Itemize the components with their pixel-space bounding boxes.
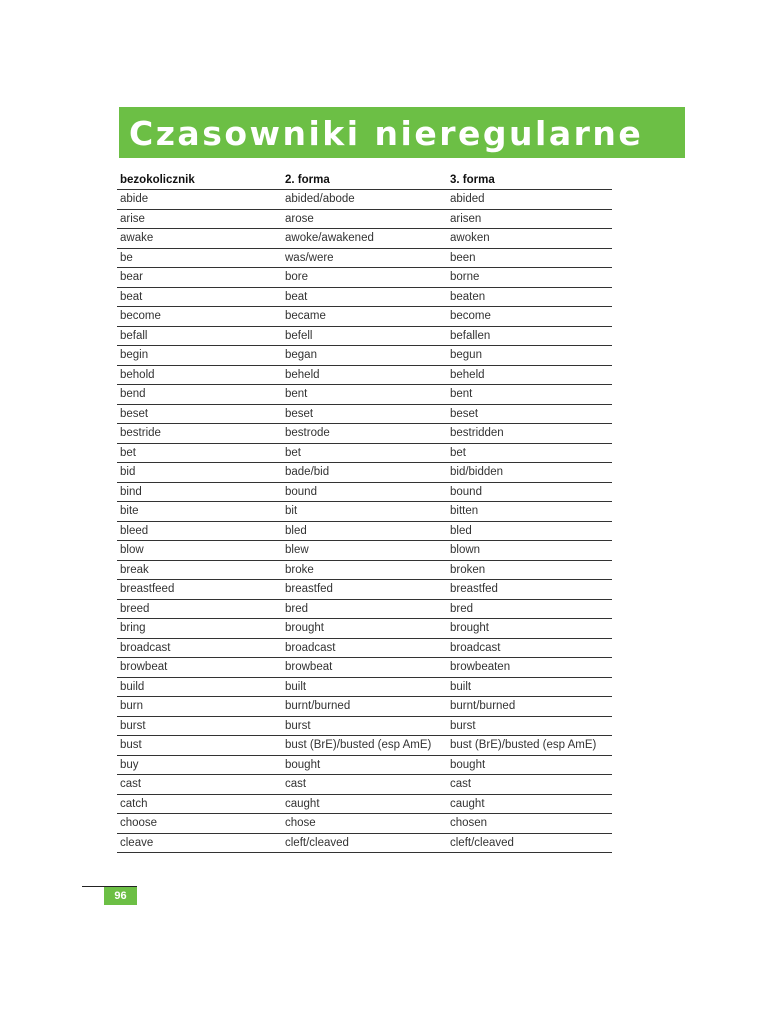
- infinitive-cell: browbeat: [117, 658, 282, 678]
- table-row: [117, 794, 612, 814]
- second-form-cell: bought: [282, 755, 447, 775]
- third-form-cell: bid/bidden: [447, 463, 612, 483]
- third-form-cell: browbeaten: [447, 658, 612, 678]
- title-banner: [119, 107, 685, 158]
- infinitive-cell: bite: [117, 502, 282, 522]
- third-form-cell: breastfed: [447, 580, 612, 600]
- table-row: [117, 736, 612, 756]
- third-form-cell: cast: [447, 775, 612, 795]
- table-row: [117, 482, 612, 502]
- third-form-cell: bound: [447, 482, 612, 502]
- table-row: [117, 365, 612, 385]
- infinitive-cell: befall: [117, 326, 282, 346]
- third-form-cell: built: [447, 677, 612, 697]
- third-form-cell: cleft/cleaved: [447, 833, 612, 853]
- third-form-cell: chosen: [447, 814, 612, 834]
- infinitive-cell: build: [117, 677, 282, 697]
- table-row: [117, 385, 612, 405]
- third-form-cell: bet: [447, 443, 612, 463]
- third-form-cell: broadcast: [447, 638, 612, 658]
- infinitive-cell: bear: [117, 268, 282, 288]
- second-form-cell: bred: [282, 599, 447, 619]
- second-form-cell: bade/bid: [282, 463, 447, 483]
- infinitive-cell: beat: [117, 287, 282, 307]
- third-form-cell: beaten: [447, 287, 612, 307]
- table-row: [117, 775, 612, 795]
- second-form-cell: burnt/burned: [282, 697, 447, 717]
- infinitive-cell: catch: [117, 794, 282, 814]
- infinitive-cell: breed: [117, 599, 282, 619]
- third-form-cell: beset: [447, 404, 612, 424]
- infinitive-cell: bestride: [117, 424, 282, 444]
- column-header-third-form: 3. forma: [447, 170, 612, 190]
- second-form-cell: caught: [282, 794, 447, 814]
- table-row: [117, 463, 612, 483]
- infinitive-cell: cast: [117, 775, 282, 795]
- second-form-cell: bestrode: [282, 424, 447, 444]
- infinitive-cell: blow: [117, 541, 282, 561]
- irregular-verbs-table: [117, 170, 612, 853]
- third-form-cell: abided: [447, 190, 612, 210]
- third-form-cell: bled: [447, 521, 612, 541]
- table-row: [117, 404, 612, 424]
- infinitive-cell: abide: [117, 190, 282, 210]
- infinitive-cell: burst: [117, 716, 282, 736]
- third-form-cell: bitten: [447, 502, 612, 522]
- infinitive-cell: cleave: [117, 833, 282, 853]
- table-row: [117, 697, 612, 717]
- third-form-cell: befallen: [447, 326, 612, 346]
- infinitive-cell: choose: [117, 814, 282, 834]
- infinitive-cell: awake: [117, 229, 282, 249]
- second-form-cell: built: [282, 677, 447, 697]
- second-form-cell: bit: [282, 502, 447, 522]
- column-header-infinitive: bezokolicznik: [117, 170, 282, 190]
- second-form-cell: bled: [282, 521, 447, 541]
- third-form-cell: bred: [447, 599, 612, 619]
- infinitive-cell: bid: [117, 463, 282, 483]
- third-form-cell: bestridden: [447, 424, 612, 444]
- infinitive-cell: breastfeed: [117, 580, 282, 600]
- second-form-cell: bet: [282, 443, 447, 463]
- third-form-cell: bent: [447, 385, 612, 405]
- third-form-cell: begun: [447, 346, 612, 366]
- second-form-cell: arose: [282, 209, 447, 229]
- infinitive-cell: arise: [117, 209, 282, 229]
- second-form-cell: abided/abode: [282, 190, 447, 210]
- infinitive-cell: bring: [117, 619, 282, 639]
- table-row: [117, 521, 612, 541]
- second-form-cell: cast: [282, 775, 447, 795]
- second-form-cell: brought: [282, 619, 447, 639]
- second-form-cell: burst: [282, 716, 447, 736]
- table-row: [117, 716, 612, 736]
- third-form-cell: blown: [447, 541, 612, 561]
- second-form-cell: became: [282, 307, 447, 327]
- third-form-cell: bought: [447, 755, 612, 775]
- infinitive-cell: begin: [117, 346, 282, 366]
- second-form-cell: awoke/awakened: [282, 229, 447, 249]
- third-form-cell: burnt/burned: [447, 697, 612, 717]
- third-form-cell: brought: [447, 619, 612, 639]
- table-row: [117, 580, 612, 600]
- third-form-cell: borne: [447, 268, 612, 288]
- infinitive-cell: broadcast: [117, 638, 282, 658]
- second-form-cell: bound: [282, 482, 447, 502]
- second-form-cell: browbeat: [282, 658, 447, 678]
- table-row: [117, 560, 612, 580]
- infinitive-cell: beset: [117, 404, 282, 424]
- second-form-cell: chose: [282, 814, 447, 834]
- table-row: [117, 424, 612, 444]
- table-row: [117, 755, 612, 775]
- infinitive-cell: buy: [117, 755, 282, 775]
- third-form-cell: burst: [447, 716, 612, 736]
- table-row: [117, 287, 612, 307]
- third-form-cell: arisen: [447, 209, 612, 229]
- table-row: [117, 619, 612, 639]
- third-form-cell: become: [447, 307, 612, 327]
- second-form-cell: broadcast: [282, 638, 447, 658]
- table-row: [117, 326, 612, 346]
- infinitive-cell: bet: [117, 443, 282, 463]
- table-row: [117, 638, 612, 658]
- infinitive-cell: bleed: [117, 521, 282, 541]
- second-form-cell: bore: [282, 268, 447, 288]
- infinitive-cell: break: [117, 560, 282, 580]
- table-row: [117, 307, 612, 327]
- table-row: [117, 268, 612, 288]
- second-form-cell: befell: [282, 326, 447, 346]
- table-row: [117, 599, 612, 619]
- table-row: [117, 502, 612, 522]
- infinitive-cell: behold: [117, 365, 282, 385]
- infinitive-cell: be: [117, 248, 282, 268]
- second-form-cell: cleft/cleaved: [282, 833, 447, 853]
- second-form-cell: broke: [282, 560, 447, 580]
- second-form-cell: bent: [282, 385, 447, 405]
- page-number: 96: [104, 887, 137, 905]
- infinitive-cell: burn: [117, 697, 282, 717]
- infinitive-cell: bust: [117, 736, 282, 756]
- table-row: [117, 443, 612, 463]
- third-form-cell: caught: [447, 794, 612, 814]
- second-form-cell: blew: [282, 541, 447, 561]
- second-form-cell: beset: [282, 404, 447, 424]
- table-row: [117, 677, 612, 697]
- table-row: [117, 190, 612, 210]
- second-form-cell: bust (BrE)/busted (esp AmE): [282, 736, 447, 756]
- third-form-cell: awoken: [447, 229, 612, 249]
- table-row: [117, 814, 612, 834]
- infinitive-cell: bend: [117, 385, 282, 405]
- second-form-cell: beheld: [282, 365, 447, 385]
- table-row: [117, 209, 612, 229]
- third-form-cell: beheld: [447, 365, 612, 385]
- table-row: [117, 833, 612, 853]
- table-header-row: [117, 170, 612, 190]
- page-title: Czasowniki nieregularne: [129, 114, 644, 153]
- table-row: [117, 541, 612, 561]
- third-form-cell: bust (BrE)/busted (esp AmE): [447, 736, 612, 756]
- table-row: [117, 248, 612, 268]
- third-form-cell: been: [447, 248, 612, 268]
- second-form-cell: breastfed: [282, 580, 447, 600]
- column-header-second-form: 2. forma: [282, 170, 447, 190]
- second-form-cell: beat: [282, 287, 447, 307]
- infinitive-cell: become: [117, 307, 282, 327]
- table-row: [117, 346, 612, 366]
- second-form-cell: was/were: [282, 248, 447, 268]
- infinitive-cell: bind: [117, 482, 282, 502]
- second-form-cell: began: [282, 346, 447, 366]
- table-row: [117, 658, 612, 678]
- third-form-cell: broken: [447, 560, 612, 580]
- table-row: [117, 229, 612, 249]
